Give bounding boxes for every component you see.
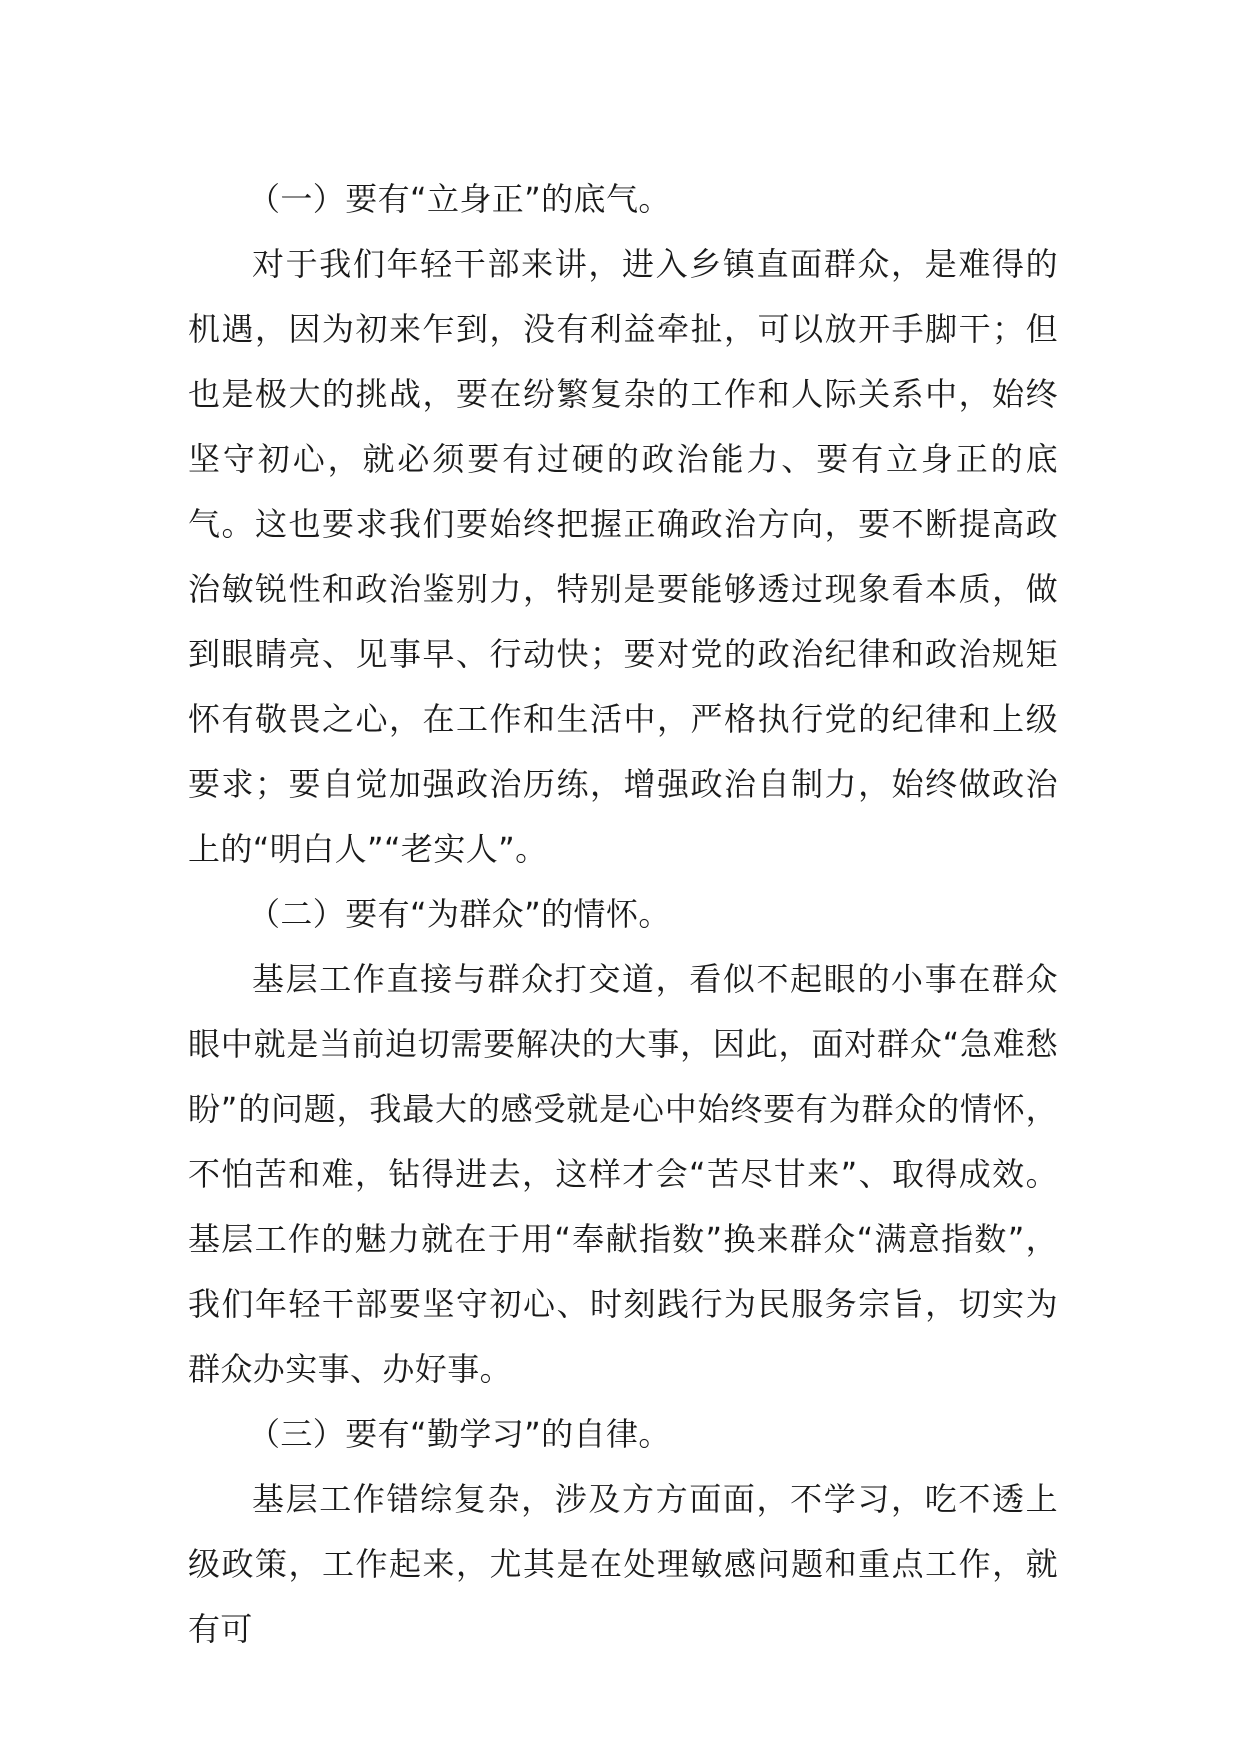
section-heading-3: （三）要有“勤学习”的自律。	[248, 1415, 671, 1453]
paragraph-1: 对于我们年轻干部来讲，进入乡镇直面群众，是难得的机遇，因为初来乍到，没有利益牵扯，可以放开手脚干；但也是极大的挑战，要在纷繁复杂的工作和人际关系中，始终坚守初心，就必须要有过硬的政治能力、要有立身正的底气。这也要求我们要始终把握正确政治方向，要不断提高政治敏锐性和政治鉴别力，特别是要能够透过现象看本质，做到眼睛亮、见事早、行动快；要对党的政治纪律和政治规矩怀有敬畏之心，在工作和生活中，严格执行党的纪律和上级要求；要自觉加强政治历练，增强政治自制力，始终做政治上的“明白人”“老实人”。	[188, 245, 1058, 868]
paragraph-2: 基层工作直接与群众打交道，看似不起眼的小事在群众眼中就是当前迫切需要解决的大事，因此，面对群众“急难愁盼”的问题，我最大的感受就是心中始终要有为群众的情怀，不怕苦和难，钻得进去，这样才会“苦尽甘来”、取得成效。基层工作的魅力就在于用“奉献指数”换来群众“满意指数”，我们年轻干部要坚守初心、时刻践行为民服务宗旨，切实为群众办实事、办好事。	[188, 960, 1058, 1388]
document-body	[188, 167, 1058, 1662]
paragraph-3: 基层工作错综复杂，涉及方方面面，不学习，吃不透上级政策，工作起来，尤其是在处理敏感问题和重点工作，就有可	[188, 1480, 1058, 1648]
section-heading-2: （二）要有“为群众”的情怀。	[248, 895, 671, 933]
section-heading-1: （一）要有“立身正”的底气。	[248, 180, 671, 218]
